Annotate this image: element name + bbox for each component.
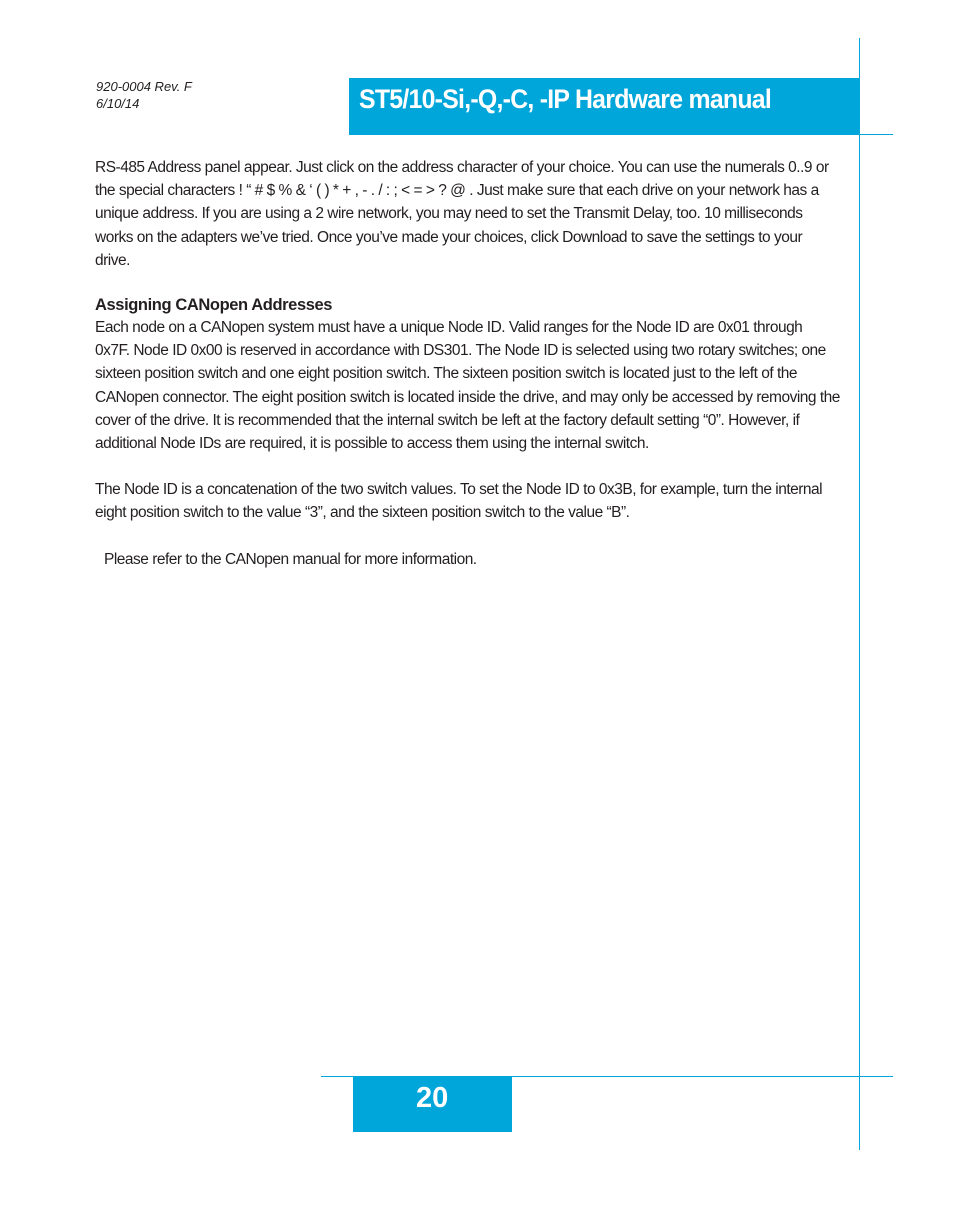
header-rule xyxy=(349,134,893,135)
page-content xyxy=(95,156,840,571)
right-margin-rule xyxy=(859,38,860,1150)
node-id-paragraph: The Node ID is a concatenation of the two switch values. To set the Node ID to 0x3B, for example, turn the internal eight position switch to the value “3”, and the sixteen position switch to the value “B”. xyxy=(95,481,823,522)
doc-date: 6/10/14 xyxy=(96,96,140,111)
canopen-paragraph: Each node on a CANopen system must have a unique Node ID. Valid ranges for the Node ID are 0x01 through 0x7F. Node ID 0x00 is reserved in accordance with DS301. The Node ID is selected using two rotary switches; one sixteen position switch and one eight position switch. The sixteen position switch is located just to the left of the CANopen connector. The eight position switch is located inside the drive, and may only be accessed by removing the cover of the drive. It is recommended that the internal switch be left at the factory default setting “0”. However, if additional Node IDs are required, it is possible to access them using the internal switch. xyxy=(95,319,840,453)
doc-number: 920-0004 Rev. F xyxy=(96,79,192,94)
title-banner xyxy=(349,78,860,134)
page-title: ST5/10-Si,-Q,-C, -IP Hardware manual xyxy=(359,84,772,114)
section-heading: Assigning CANopen Addresses xyxy=(95,296,333,315)
page-number: 20 xyxy=(416,1082,449,1114)
doc-meta xyxy=(96,78,192,112)
intro-paragraph: RS-485 Address panel appear. Just click on the address character of your choice. You can use the numerals 0..9 or the special characters ! “ # $ % & ‘ ( ) * + , - . / : ; < = > ? @ . Just make sure that each drive on your network has a unique address. If you are using a 2 wire network, you may need to set the Transmit Delay, too. 10 milliseconds works on the adapters we’ve tried. Once you’ve made your choices, click Download to save the settings to your drive. xyxy=(95,159,829,269)
page-number-box xyxy=(353,1077,512,1132)
reference-paragraph: Please refer to the CANopen manual for more information. xyxy=(104,550,477,568)
